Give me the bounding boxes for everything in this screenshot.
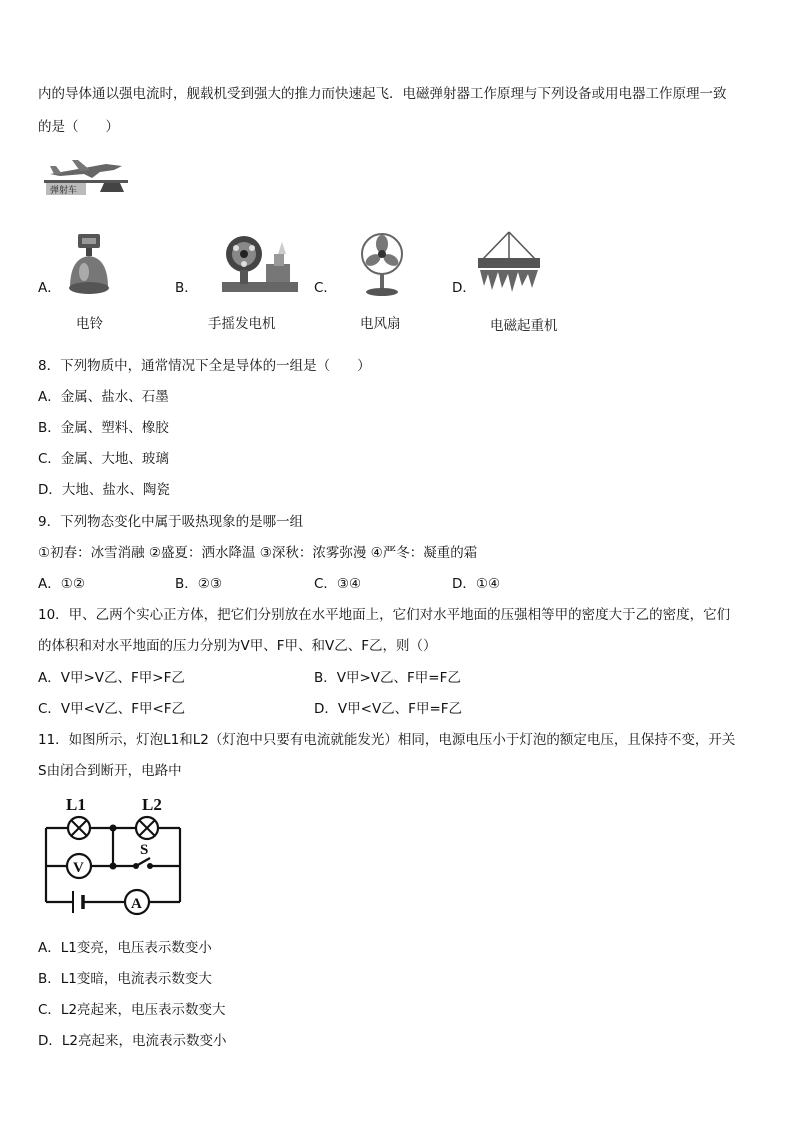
lamp-l1-label: L1 xyxy=(66,795,86,814)
electric-fan-image xyxy=(354,232,410,298)
voltmeter-label: V xyxy=(73,860,84,876)
q9-option-b[interactable]: B．②③ xyxy=(175,576,222,592)
q10-stem-line1: 10．甲、乙两个实心正方体，把它们分别放在水平地面上，它们对水平地面的压强相等甲的密度大于乙的密度，它们 xyxy=(38,607,731,623)
q9-option-c[interactable]: C．③④ xyxy=(314,576,362,592)
q7-option-b-letter[interactable]: B． xyxy=(175,280,198,296)
electromagnetic-crane-image xyxy=(472,230,546,298)
q10-option-d[interactable]: D．V甲<V乙、F甲=F乙 xyxy=(314,701,463,717)
circuit-diagram xyxy=(40,790,190,916)
hand-generator-image xyxy=(220,232,300,296)
q8-option-c[interactable]: C．金属、大地、玻璃 xyxy=(38,451,169,467)
q7-option-d-letter[interactable]: D． xyxy=(452,280,476,296)
q8-stem: 8．下列物质中，通常情况下全是导体的一组是（ ） xyxy=(38,358,371,374)
q7-stem-line1: 内的导体通以强电流时，舰载机受到强大的推力而快速起飞．电磁弹射器工作原理与下列设备或用电器工作原理一致 xyxy=(38,86,727,102)
q11-option-c[interactable]: C．L2亮起来，电压表示数变大 xyxy=(38,1002,226,1018)
lamp-l2-label: L2 xyxy=(142,795,162,814)
q9-option-d[interactable]: D．①④ xyxy=(452,576,501,592)
q7-option-c-letter[interactable]: C． xyxy=(314,280,337,296)
q8-option-b[interactable]: B．金属、塑料、橡胶 xyxy=(38,420,169,436)
q11-stem-line2: S由闭合到断开，电路中 xyxy=(38,763,182,779)
q11-stem-line1: 11．如图所示，灯泡L1和L2（灯泡中只要有电流就能发光）相同，电源电压小于灯泡的额定电压，且保持不变，开关 xyxy=(38,732,736,748)
ammeter-label: A xyxy=(131,896,142,912)
q7-option-c-caption: 电风扇 xyxy=(360,316,401,332)
q8-option-a[interactable]: A．金属、盐水、石墨 xyxy=(38,389,169,405)
q7-option-a-letter[interactable]: A． xyxy=(38,280,61,296)
q11-option-b[interactable]: B．L1变暗，电流表示数变大 xyxy=(38,971,212,987)
q9-items: ①初春：冰雪消融 ②盛夏：洒水降温 ③深秋：浓雾弥漫 ④严冬：凝重的霜 xyxy=(38,545,478,561)
q11-option-a[interactable]: A．L1变亮，电压表示数变小 xyxy=(38,940,212,956)
q7-stem-line2: 的是（ ） xyxy=(38,119,119,135)
q10-option-a[interactable]: A．V甲>V乙、F甲>F乙 xyxy=(38,670,185,686)
q7-option-d-caption: 电磁起重机 xyxy=(490,318,558,334)
switch-label: S xyxy=(140,842,149,858)
q9-option-a[interactable]: A．①② xyxy=(38,576,85,592)
electric-bell-image xyxy=(64,232,114,298)
catapult-label: 弹射车 xyxy=(50,186,78,196)
q11-option-d[interactable]: D．L2亮起来，电流表示数变小 xyxy=(38,1033,227,1049)
q10-stem-line2: 的体积和对水平地面的压力分别为V甲、F甲、和V乙、F乙，则（） xyxy=(38,638,437,654)
q8-option-d[interactable]: D．大地、盐水、陶瓷 xyxy=(38,482,170,498)
q7-option-b-caption: 手摇发电机 xyxy=(208,316,276,332)
q10-option-b[interactable]: B．V甲>V乙、F甲=F乙 xyxy=(314,670,461,686)
q9-stem: 9．下列物态变化中属于吸热现象的是哪一组 xyxy=(38,514,304,530)
catapult-figure xyxy=(44,152,130,200)
q7-option-a-caption: 电铃 xyxy=(76,316,103,332)
q10-option-c[interactable]: C．V甲<V乙、F甲<F乙 xyxy=(38,701,186,717)
